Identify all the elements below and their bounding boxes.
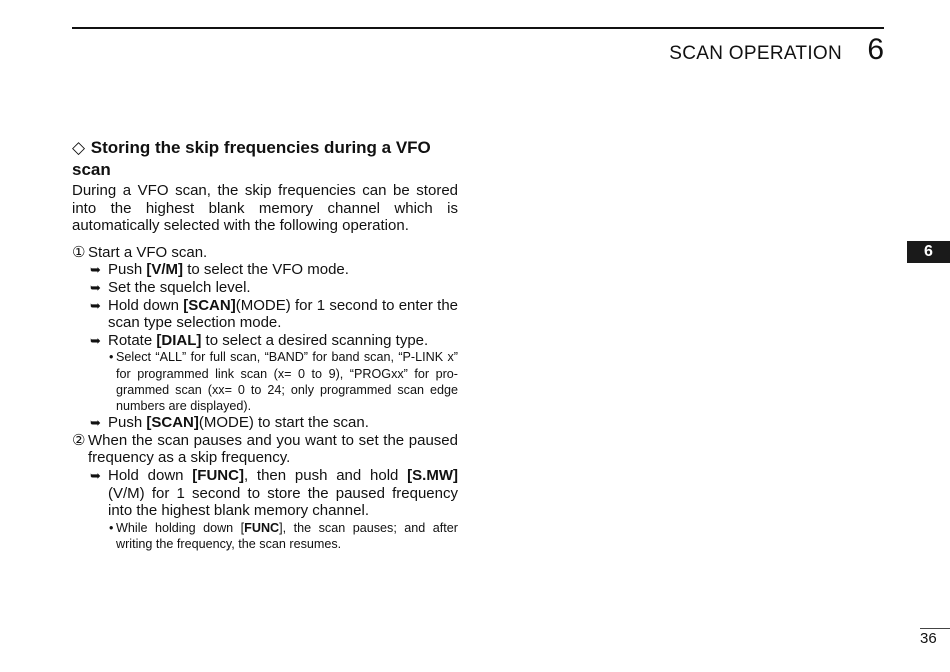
chapter-title: SCAN OPERATION [669, 43, 842, 64]
item-text: Hold down [108, 296, 184, 314]
step-2-note [109, 520, 458, 552]
arrow-icon: ➥ [90, 279, 101, 295]
section-content [72, 137, 458, 552]
note-text: ], the scan pauses; and after writing the frequency, the scan resumes. [116, 520, 458, 551]
step-2-item-1 [90, 467, 458, 520]
key-label: [DIAL] [156, 331, 202, 349]
header-rule [72, 27, 884, 29]
bullet-icon: • [109, 350, 114, 365]
note-text: While holding down [ [116, 520, 245, 535]
arrow-icon: ➥ [90, 297, 101, 313]
note-text: Select “ALL” for full scan, “BAND” for band scan, “P-LINK x” for programmed link scan (x= 0 to 9), “PROGxx” for pro-grammed scan (xx= 0 to 24; only programmed scan edge numbers are displayed). [116, 350, 458, 413]
intro-paragraph: During a VFO scan, the skip frequencies can be stored into the highest blank memory channel which is automatically selected with the following operation. [72, 182, 458, 235]
item-text: Push [108, 414, 147, 432]
step-number: ① [72, 243, 86, 261]
item-text: (V/M) for 1 second to store the paused frequency into the highest blank memory channel. [108, 484, 458, 520]
item-text: Rotate [108, 331, 157, 349]
key-label: [S.MW] [407, 466, 458, 484]
arrow-icon: ➥ [90, 262, 101, 278]
item-text: (MODE) to start the scan. [198, 414, 369, 432]
item-text: (MODE) for 1 second to enter the scan type selection mode. [108, 296, 458, 332]
key-label: [SCAN] [183, 296, 236, 314]
step-1-item-2 [90, 279, 458, 297]
step-1-item-4 [90, 332, 458, 350]
item-text: to select a desired scanning type. [201, 331, 429, 349]
key-label: [SCAN] [146, 414, 199, 432]
bullet-icon: • [109, 520, 114, 535]
section-heading-text: Storing the skip frequencies during a VFO scan [72, 138, 431, 179]
section-heading [72, 137, 458, 181]
page-number: 36 [920, 630, 937, 647]
arrow-icon: ➥ [90, 467, 101, 483]
arrow-icon: ➥ [90, 332, 101, 348]
step-1-item-1 [90, 261, 458, 279]
step-number: ② [72, 431, 86, 449]
key-label: [FUNC] [192, 466, 244, 484]
step-1 [72, 244, 458, 262]
step-1-note [109, 349, 458, 414]
step-text: When the scan pauses and you want to set the paused frequency as a skip frequency. [88, 431, 458, 467]
item-text: Set the squelch level. [108, 278, 251, 296]
item-text: to select the VFO mode. [183, 261, 349, 279]
step-text: Start a VFO scan. [88, 243, 208, 261]
key-label: FUNC [244, 520, 280, 535]
item-text: Push [108, 261, 147, 279]
step-2 [72, 432, 458, 467]
diamond-icon: ◇ [72, 138, 86, 157]
item-text: Hold down [108, 466, 193, 484]
chapter-number: 6 [867, 33, 884, 66]
footer-rule [920, 628, 950, 629]
key-label: [V/M] [146, 261, 184, 279]
step-1-item-5 [90, 414, 458, 432]
step-1-item-3 [90, 297, 458, 332]
chapter-tab: 6 [907, 241, 950, 263]
item-text: , then push and hold [243, 466, 408, 484]
arrow-icon: ➥ [90, 415, 101, 431]
